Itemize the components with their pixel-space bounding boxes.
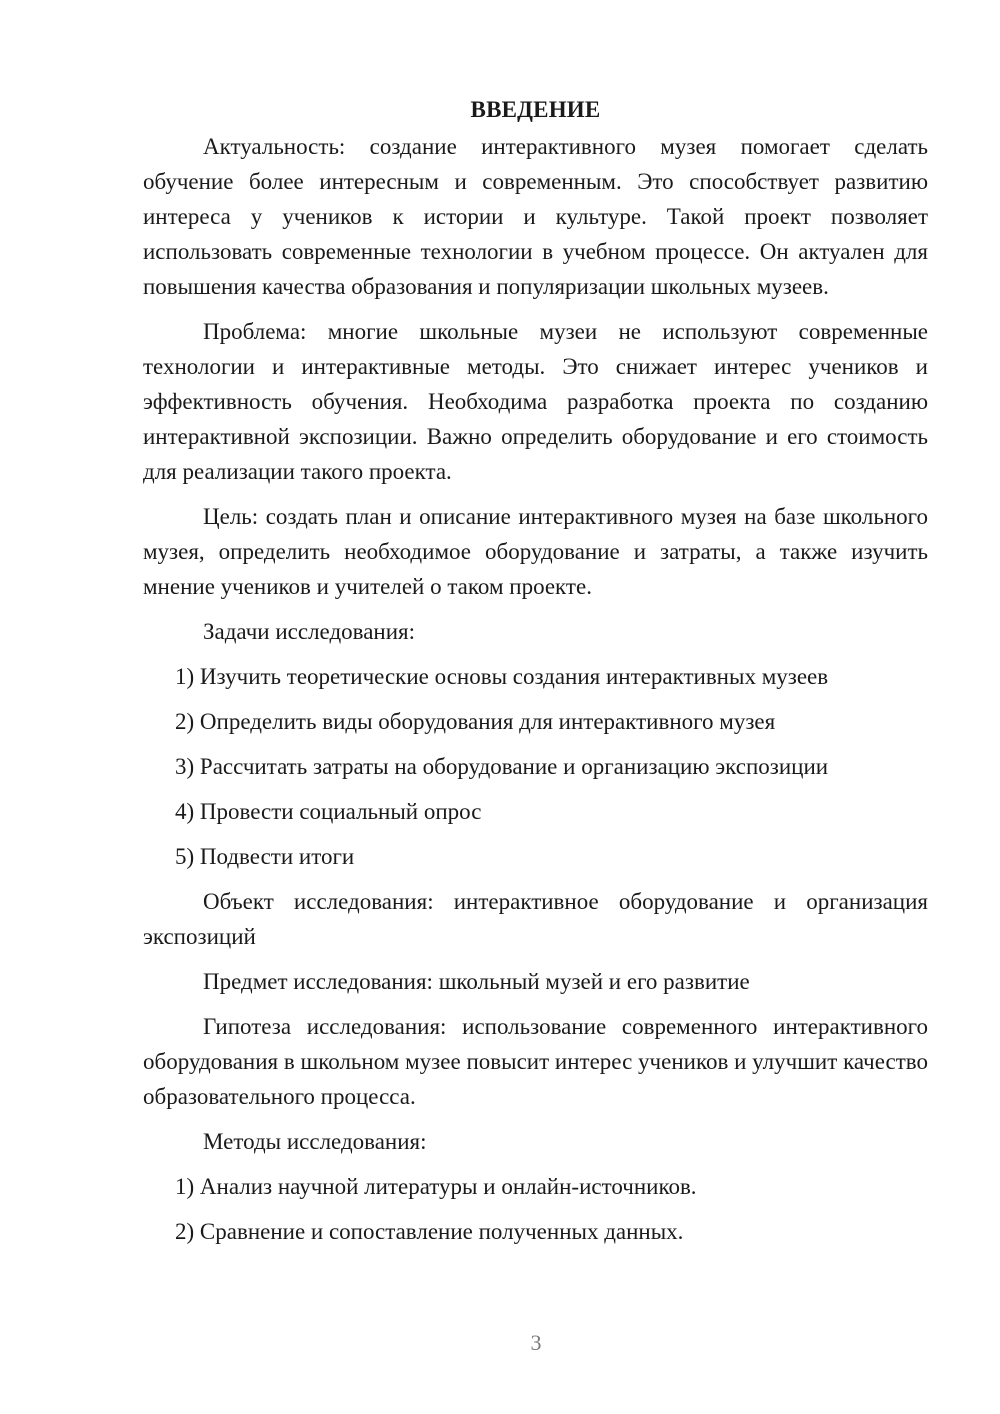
page-content	[143, 92, 928, 1259]
section-title: ВВЕДЕНИЕ	[470, 97, 601, 122]
method-item: 2) Сравнение и сопоставление полученных данных.	[175, 1219, 684, 1244]
methods-heading: Методы исследования:	[203, 1129, 427, 1154]
task-item: 3) Рассчитать затраты на оборудование и организацию экспозиции	[175, 754, 829, 779]
hypothesis-paragraph: Гипотеза исследования: использование современного интерактивного оборудования в школьном музее повысит интерес учеников и улучшит качество образовательного процесса.	[143, 1014, 928, 1109]
tasks-heading: Задачи исследования:	[203, 619, 416, 644]
task-item: 5) Подвести итоги	[175, 844, 355, 869]
task-item: 2) Определить виды оборудования для интерактивного музея	[175, 709, 776, 734]
subject-paragraph: Предмет исследования: школьный музей и его развитие	[203, 969, 750, 994]
tasks-list	[143, 659, 928, 874]
relevance-paragraph: Актуальность: создание интерактивного музея помогает сделать обучение более интересным и современным. Это способствует развитию интереса у учеников к истории и культуре. Такой проект позволяет использовать современные технологии в учебном процессе. Он актуален для повышения качества образования и популяризации школьных музеев.	[143, 134, 928, 299]
page-number: 3	[530, 1330, 542, 1355]
task-item: 1) Изучить теоретические основы создания интерактивных музеев	[175, 664, 829, 689]
object-paragraph: Объект исследования: интерактивное оборудование и организация экспозиций	[143, 889, 928, 949]
problem-paragraph: Проблема: многие школьные музеи не используют современные технологии и интерактивные методы. Это снижает интерес учеников и эффективность обучения. Необходима разработка проекта по созданию интерактивной экспозиции. Важно определить оборудование и его стоимость для реализации такого проекта.	[143, 319, 928, 484]
task-item: 4) Провести социальный опрос	[175, 799, 482, 824]
goal-paragraph: Цель: создать план и описание интерактивного музея на базе школьного музея, определить необходимое оборудование и затраты, а также изучить мнение учеников и учителей о таком проекте.	[143, 504, 928, 599]
method-item: 1) Анализ научной литературы и онлайн-источников.	[175, 1174, 697, 1199]
methods-list	[143, 1169, 928, 1249]
